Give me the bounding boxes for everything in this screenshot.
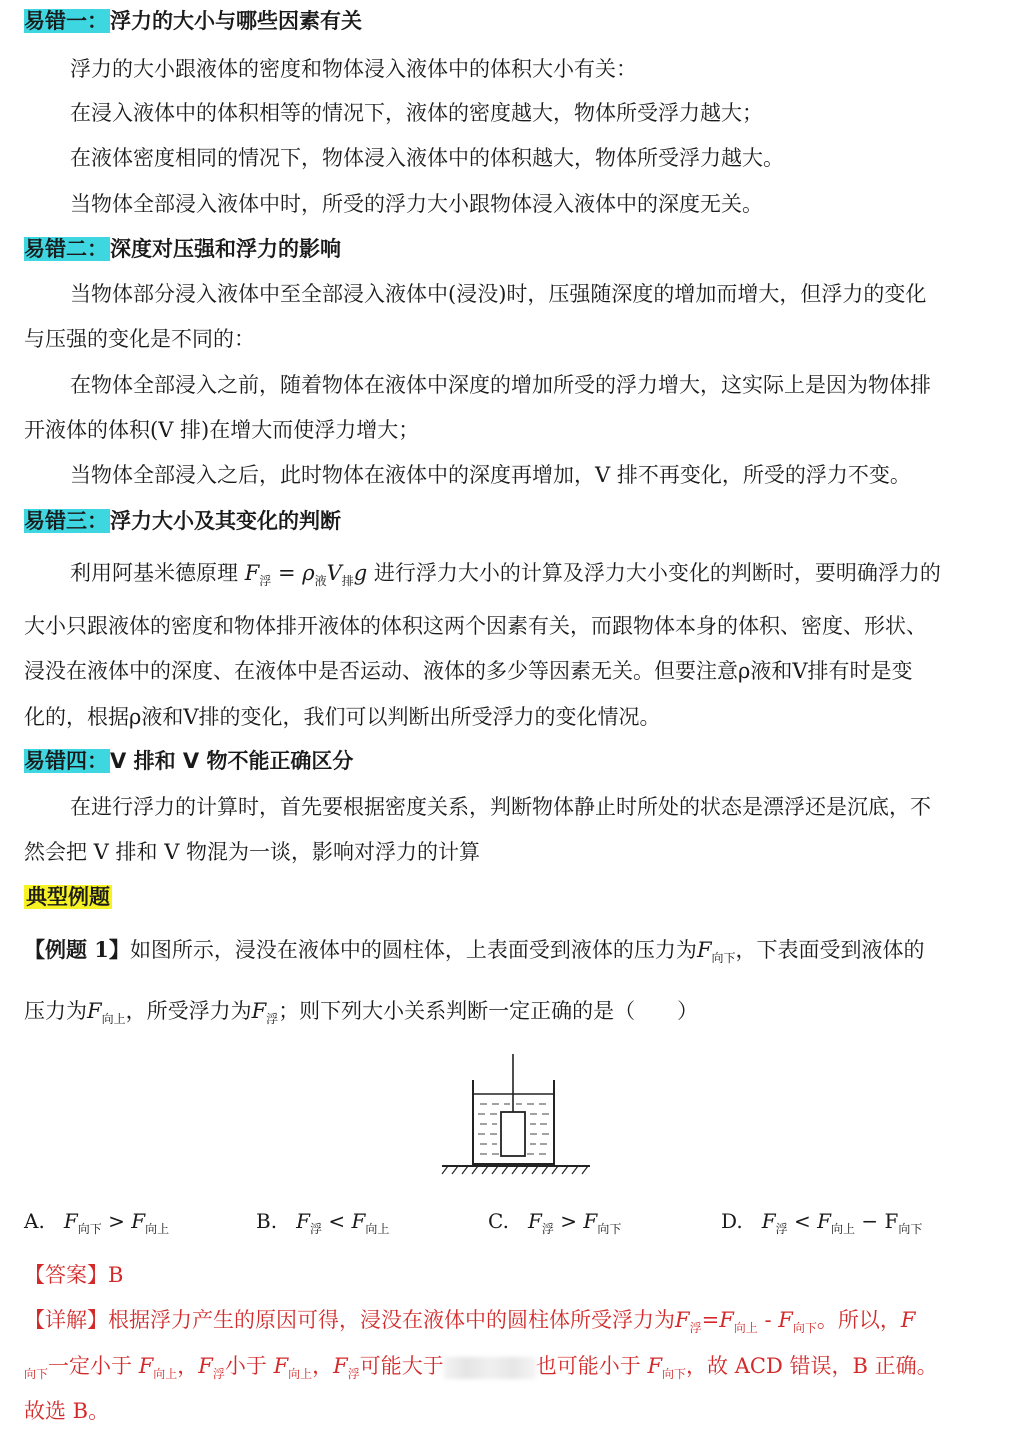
paragraph: 当物体全部浸入之后，此时物体在液体中的深度再增加，V 排不再变化，所受的浮力不变。 (70, 463, 911, 487)
option-b[interactable]: B. $F_浮 < F_{向上}$ (256, 1209, 390, 1236)
example-question-cont: 压力为$F_{向上}$，所受浮力为$F_浮$；则下列大小关系判断一定正确的是（ ） (24, 999, 699, 1027)
section-2-tag: 易错二： (24, 237, 108, 261)
section-1-heading (24, 6, 1014, 36)
section-2-heading (24, 234, 1014, 264)
answer-label: 【答案】 (24, 1263, 108, 1287)
answer-value: B (108, 1263, 124, 1287)
detail-line-2: $_{向下}$一定小于 $F_{向上}$，$F_浮$小于 $F_{向上}$，$F_浮$可能大于 也可能小于 $F_{向下}$，故 ACD 错误，B 正确。 (24, 1354, 938, 1382)
answer-line (24, 1260, 1014, 1290)
section-1-tag: 易错一： (24, 9, 108, 33)
cylinder-in-liquid-diagram (440, 1052, 595, 1177)
detail-label: 【详解】 (24, 1308, 108, 1332)
paragraph: 在物体全部浸入之前，随着物体在液体中深度的增加所受的浮力增大，这实际上是因为物体排 (70, 373, 931, 397)
paragraph: 利用阿基米德原理 $F_浮 = \rho_液V_排g$ 进行浮力大小的计算及浮力大小变化的判断时，要明确浮力的 (70, 561, 941, 589)
blurred-region (444, 1357, 536, 1379)
section-4-tag: 易错四： (24, 749, 108, 773)
paragraph: 在浸入液体中的体积相等的情况下，液体的密度越大，物体所受浮力越大； (70, 101, 763, 125)
section-2-title: 深度对压强和浮力的影响 (110, 237, 341, 261)
section-1-title: 浮力的大小与哪些因素有关 (110, 9, 362, 33)
section-3-tag: 易错三： (24, 509, 108, 533)
detail-line-3: 故选 B。 (24, 1399, 110, 1423)
paragraph: 浮力的大小跟液体的密度和物体浸入液体中的体积大小有关： (70, 57, 637, 81)
paragraph: 与压强的变化是不同的： (24, 327, 255, 351)
example-label: 【例题 1】 (24, 937, 130, 962)
ground-hatching (442, 1166, 588, 1174)
option-d[interactable]: D. $F_浮 < F_{向上} - F_{向下}$ (721, 1209, 923, 1236)
cylinder (501, 1112, 525, 1156)
examples-title: 典型例题 (26, 885, 110, 909)
paragraph: 当物体全部浸入液体中时，所受的浮力大小跟物体浸入液体中的深度无关。 (70, 192, 763, 216)
section-3-title: 浮力大小及其变化的判断 (110, 509, 341, 533)
section-4-heading (24, 746, 1014, 776)
detail-line-1: 【详解】根据浮力产生的原因可得，浸没在液体中的圆柱体所受浮力为$F_浮=F_{向上} - F_{向下}$。所以，F (24, 1308, 916, 1336)
paragraph: 在进行浮力的计算时，首先要根据密度关系，判断物体静止时所处的状态是漂浮还是沉底，不 (70, 795, 931, 819)
option-a[interactable]: A. $F_{向下} > F_{向上}$ (24, 1209, 170, 1236)
paragraph: 在液体密度相同的情况下，物体浸入液体中的体积越大，物体所受浮力越大。 (70, 146, 784, 170)
section-4-title: V 排和 V 物不能正确区分 (110, 749, 354, 773)
examples-heading (24, 882, 1014, 912)
archimedes-formula: $F_浮 = \rho_液V_排g$ (244, 561, 368, 589)
paragraph: 化的，根据ρ液和V排的变化，我们可以判断出所受浮力的变化情况。 (24, 705, 661, 729)
section-3-heading (24, 506, 1014, 536)
example-question: 【例题 1】如图所示，浸没在液体中的圆柱体，上表面受到液体的压力为$F_{向下}$，下表面受到液体的 (24, 937, 925, 966)
paragraph: 大小只跟液体的密度和物体排开液体的体积这两个因素有关，而跟物体本身的体积、密度、形状、 (24, 614, 927, 638)
paragraph: 然会把 V 排和 V 物混为一谈，影响对浮力的计算 (24, 840, 481, 864)
paragraph: 开液体的体积(V 排)在增大而使浮力增大； (24, 418, 420, 442)
paragraph: 当物体部分浸入液体中至全部浸入液体中(浸没)时，压强随深度的增加而增大，但浮力的变化 (70, 282, 927, 306)
option-c[interactable]: C. $F_浮 > F_{向下}$ (488, 1209, 622, 1236)
paragraph: 浸没在液体中的深度、在液体中是否运动、液体的多少等因素无关。但要注意ρ液和V排有时是变 (24, 659, 913, 683)
